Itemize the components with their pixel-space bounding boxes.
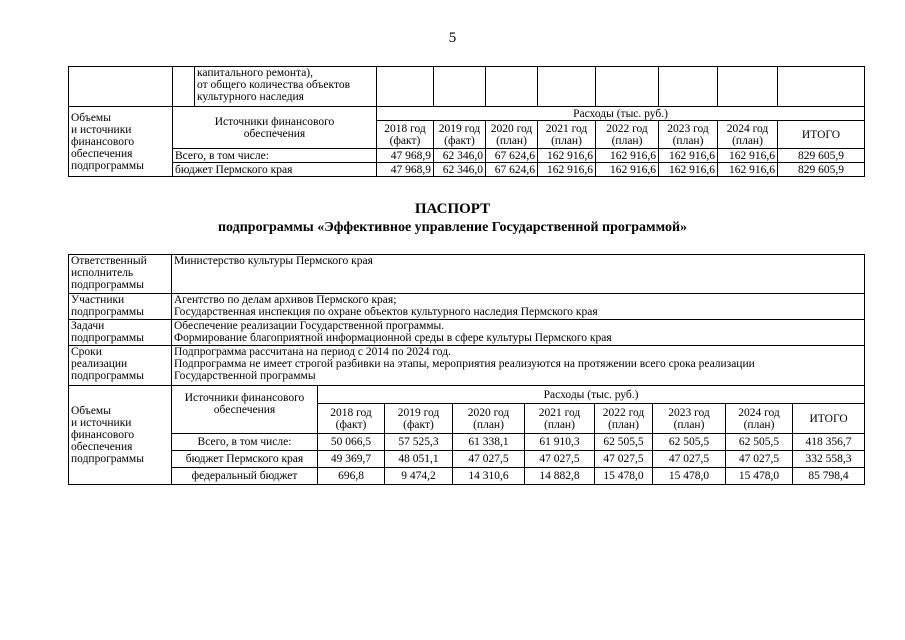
cell-value: 61 910,3 <box>525 434 595 451</box>
cell-value: 57 525,3 <box>385 434 453 451</box>
continued-text-line: культурного наследия <box>197 91 304 103</box>
text-line: Государственной программы <box>174 370 316 382</box>
expenses-header: Расходы (тыс. руб.) <box>377 107 865 121</box>
label-line: Задачи <box>71 320 105 332</box>
label-line: обеспечения <box>71 441 133 453</box>
cell-value: 162 916,6 <box>538 149 596 163</box>
cell-value: 47 968,9 <box>377 163 434 177</box>
year-type: (факт) <box>403 418 434 431</box>
cell-value: 162 916,6 <box>596 149 659 163</box>
year-header <box>486 121 538 149</box>
cell-total: 332 558,3 <box>793 451 865 468</box>
empty-cell <box>173 67 195 107</box>
year-header <box>525 404 595 434</box>
label-line: подпрограммы <box>71 332 144 344</box>
label-line: финансового <box>71 429 135 441</box>
row-label: бюджет Пермского края <box>172 451 318 468</box>
passport-row-label <box>69 320 172 346</box>
year-header <box>653 404 726 434</box>
cell-total: 829 605,9 <box>778 163 865 177</box>
cell-value: 14 882,8 <box>525 468 595 485</box>
table-row <box>69 434 865 451</box>
cell-value: 62 346,0 <box>434 163 486 177</box>
cell-value: 62 505,5 <box>595 434 653 451</box>
label-line: и источники <box>71 123 132 136</box>
continued-text-line: капитального ремонта), <box>197 67 313 79</box>
label-line: подпрограммы <box>71 279 144 291</box>
total-header: ИТОГО <box>778 121 865 149</box>
cell-value: 62 505,5 <box>726 434 793 451</box>
year: 2024 год <box>738 406 780 419</box>
label-line: Объемы <box>71 405 111 417</box>
header-line: Источники финансового <box>184 392 305 404</box>
passport-row-text <box>172 294 865 320</box>
label-line: подпрограммы <box>71 306 144 318</box>
cell-value: 162 916,6 <box>718 163 778 177</box>
passport-row-responsible <box>69 255 865 294</box>
label-line: финансового <box>71 135 135 148</box>
year: 2020 год <box>467 406 510 419</box>
label-line: исполнитель <box>71 267 134 279</box>
cell-total: 829 605,9 <box>778 149 865 163</box>
year-type: (план) <box>611 134 643 147</box>
year: 2021 год <box>538 406 581 419</box>
table-row <box>69 163 865 177</box>
text-line: Министерство культуры Пермского края <box>174 255 373 267</box>
cell-value: 162 916,6 <box>718 149 778 163</box>
cell-value: 61 338,1 <box>453 434 525 451</box>
year: 2021 год <box>545 122 588 135</box>
cell-value: 15 478,0 <box>595 468 653 485</box>
total-header: ИТОГО <box>793 404 865 434</box>
label-line: подпрограммы <box>71 370 144 382</box>
cell-value: 67 624,6 <box>486 163 538 177</box>
year-type: (план) <box>608 418 639 431</box>
empty-cell <box>69 67 173 107</box>
year-type: (план) <box>672 134 704 147</box>
passport-row-label <box>69 346 172 386</box>
cell-value: 67 624,6 <box>486 149 538 163</box>
year-header <box>718 121 778 149</box>
text-line: Подпрограмма не имеет строгой разбивки на этапы, мероприятия реализуются на протяжении всего срока реализации <box>174 358 755 370</box>
passport-table <box>68 254 865 485</box>
text-line: Обеспечение реализации Государственной программы. <box>174 320 445 332</box>
header-line: Источники финансового <box>214 115 335 128</box>
year-type: (факт) <box>389 134 421 147</box>
table-row <box>69 468 865 485</box>
cell-value: 47 968,9 <box>377 149 434 163</box>
year-header <box>596 121 659 149</box>
cell-total: 418 356,7 <box>793 434 865 451</box>
label-line: и источники <box>71 417 132 429</box>
cell-value: 47 027,5 <box>653 451 726 468</box>
row-label: Всего, в том числе: <box>173 149 377 163</box>
year-type: (план) <box>743 418 775 431</box>
cell-value: 48 051,1 <box>385 451 453 468</box>
finance-table-previous <box>68 66 865 177</box>
label-line: подпрограммы <box>71 159 144 172</box>
label-line: Сроки <box>71 346 102 358</box>
cell-value: 47 027,5 <box>453 451 525 468</box>
cell-value: 47 027,5 <box>726 451 793 468</box>
label-line: реализации <box>71 358 128 370</box>
label-line: обеспечения <box>71 147 133 160</box>
year-type: (план) <box>551 134 582 147</box>
label-line: Ответственный <box>71 255 147 267</box>
year: 2018 год <box>330 406 372 419</box>
label-line: Участники <box>71 294 125 306</box>
passport-row-text <box>172 346 865 386</box>
passport-row-label <box>69 294 172 320</box>
year: 2019 год <box>397 406 440 419</box>
continued-text-line: от общего количества объектов <box>197 79 351 91</box>
header-line: обеспечения <box>213 404 276 416</box>
passport-row-text <box>172 320 865 346</box>
cell-value: 14 310,6 <box>453 468 525 485</box>
cell-value: 162 916,6 <box>596 163 659 177</box>
label-line: Объемы <box>71 111 111 124</box>
year-type: (факт) <box>444 134 475 147</box>
cell-value: 50 066,5 <box>318 434 385 451</box>
sources-header <box>173 107 377 149</box>
year-header <box>595 404 653 434</box>
year-header <box>385 404 453 434</box>
continued-text-cell <box>195 67 377 107</box>
cell-value: 49 369,7 <box>318 451 385 468</box>
year: 2019 год <box>438 122 481 135</box>
cell-value: 162 916,6 <box>538 163 596 177</box>
year-header <box>318 404 385 434</box>
year-type: (план) <box>496 134 527 147</box>
year-type: (факт) <box>335 418 367 431</box>
year-type: (план) <box>732 134 763 147</box>
table-row <box>69 149 865 163</box>
year-header <box>377 121 434 149</box>
year-header <box>726 404 793 434</box>
row-label: бюджет Пермского края <box>173 163 377 177</box>
text-line: Государственная инспекция по охране объектов культурного наследия Пермского края <box>174 306 598 318</box>
page-number: 5 <box>448 30 457 46</box>
row-label: Всего, в том числе: <box>172 434 318 451</box>
year-type: (план) <box>473 418 504 431</box>
cell-value: 62 346,0 <box>434 149 486 163</box>
year-header <box>453 404 525 434</box>
passport-row-terms <box>69 346 865 386</box>
text-line: Агентство по делам архивов Пермского края; <box>174 294 397 306</box>
year-header <box>538 121 596 149</box>
row-label-finance-volumes <box>69 107 173 177</box>
text-line: Формирование благоприятной информационной среды в сфере культуры Пермского края <box>174 332 612 344</box>
cell-total: 85 798,4 <box>793 468 865 485</box>
year: 2022 год <box>602 406 645 419</box>
year: 2022 год <box>606 122 648 135</box>
year: 2020 год <box>490 122 533 135</box>
cell-value: 47 027,5 <box>595 451 653 468</box>
header-line: обеспечения <box>243 127 306 140</box>
passport-row-text <box>172 255 865 294</box>
label-line: подпрограммы <box>71 453 144 465</box>
year-type: (план) <box>544 418 575 431</box>
cell-value: 15 478,0 <box>726 468 793 485</box>
year: 2024 год <box>726 122 769 135</box>
cell-value: 696,8 <box>318 468 385 485</box>
cell-value: 47 027,5 <box>525 451 595 468</box>
passport-title: ПАСПОРТ <box>414 201 491 217</box>
passport-row-label <box>69 255 172 294</box>
cell-value: 9 474,2 <box>385 468 453 485</box>
year: 2018 год <box>384 122 426 135</box>
text-line: Подпрограмма рассчитана на период с 2014 по 2024 год. <box>174 346 451 358</box>
year-header <box>659 121 718 149</box>
year: 2023 год <box>667 122 709 135</box>
row-label-finance-volumes <box>69 386 172 485</box>
sources-header <box>172 386 318 434</box>
passport-row-tasks <box>69 320 865 346</box>
cell-value: 162 916,6 <box>659 149 718 163</box>
cell-value: 15 478,0 <box>653 468 726 485</box>
year: 2023 год <box>668 406 710 419</box>
row-label: федеральный бюджет <box>172 468 318 485</box>
year-type: (план) <box>673 418 705 431</box>
passport-row-participants <box>69 294 865 320</box>
cell-value: 162 916,6 <box>659 163 718 177</box>
cell-value: 62 505,5 <box>653 434 726 451</box>
year-header <box>434 121 486 149</box>
expenses-header: Расходы (тыс. руб.) <box>318 386 865 404</box>
table-row <box>69 451 865 468</box>
passport-subtitle: подпрограммы «Эффективное управление Государственной программой» <box>217 220 688 235</box>
